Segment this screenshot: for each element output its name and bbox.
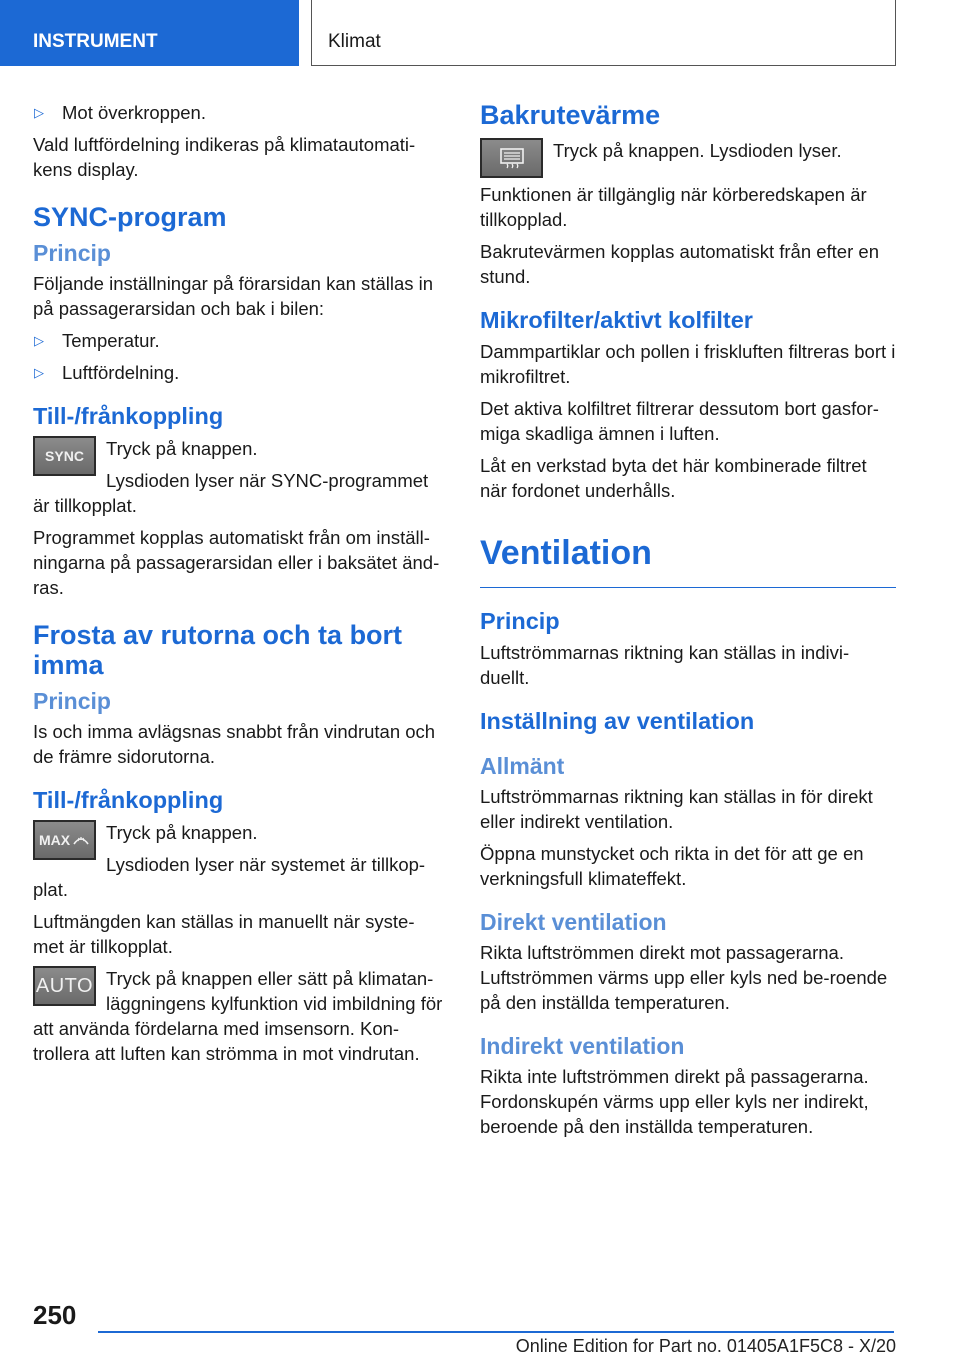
windshield-icon	[72, 832, 90, 848]
rear-heat-title: Bakrutevärme	[480, 100, 661, 130]
rear-heat-auto-text: Bakrutevärmen kopplas automatiskt från efter en stund.	[480, 241, 879, 287]
airflow-text: Luftmängden kan ställas in manuellt när syste‐met är tillkopplat.	[33, 911, 415, 957]
general-text-2: Öppna munstycket och rikta in det för att ge en verkningsfull klimateffekt.	[480, 843, 864, 889]
filter-title: Mikrofilter/aktivt kolfilter	[480, 307, 753, 333]
auto-button-icon: AUTO	[33, 966, 96, 1006]
filter-text-3: Låt en verkstad byta det här kombinerade filtret när fordonet underhålls.	[480, 455, 867, 501]
left-column	[33, 100, 445, 1073]
triangle-bullet-icon: ▷	[34, 365, 44, 380]
filter-text-2: Det aktiva kolfiltret filtrerar dessutom bort gasfor‐miga skadliga ämnen i luften.	[480, 398, 879, 444]
header-chapter: Klimat	[311, 0, 896, 66]
header-section: INSTRUMENT	[0, 0, 299, 66]
vent-principle-text: Luftströmmarnas riktning kan ställas in indivi‐duellt.	[480, 642, 850, 688]
ventilation-title: Ventilation	[480, 533, 896, 588]
rear-heat-press-text: Tryck på knappen. Lysdioden lyser.	[553, 140, 842, 161]
dist-display-text: Vald luftfördelning indikeras på klimatautomati‐kens display.	[33, 134, 416, 180]
auto-button-block	[33, 966, 445, 1073]
indirect-vent-text: Rikta inte luftströmmen direkt på passagerarna. Fordonskupén värms upp eller kyls ner indirekt, beroende på den inställda temperaturen.	[480, 1066, 869, 1137]
sync-press-text: Tryck på knappen.	[106, 438, 258, 459]
rear-defrost-button-icon	[480, 138, 543, 178]
vent-setting-title: Inställning av ventilation	[480, 708, 755, 734]
direct-vent-text: Rikta luftströmmen direkt mot passagerarna. Luftströmmen värms upp eller kyls ned be‐roende på den inställda temperaturen.	[480, 942, 888, 1013]
rear-heat-button-block	[480, 138, 896, 182]
sync-onoff-title: Till-/frånkoppling	[33, 403, 224, 429]
general-title: Allmänt	[480, 753, 565, 779]
defrost-onoff-title: Till-/frånkoppling	[33, 787, 224, 813]
footer-edition: Online Edition for Part no. 01405A1F5C8 - X/20	[515, 1336, 896, 1356]
triangle-bullet-icon: ▷	[34, 333, 44, 348]
indirect-vent-title: Indirekt ventilation	[480, 1033, 685, 1059]
defrost-principle-text: Is och imma avlägsnas snabbt från vindrutan och de främre sidorutorna.	[33, 721, 436, 767]
bullet-air-distribution: ▷ Luftfördelning.	[34, 362, 180, 383]
bullet-temperature: ▷ Temperatur.	[34, 330, 160, 351]
footer-divider	[98, 1331, 894, 1333]
auto-text: Tryck på knappen eller sätt på klimatan‐läggningens kylfunktion vid imbildning för att använda fördelarna med imsensorn. Kon‐trollera att luften kan strömma in mot vindrutan.	[33, 968, 443, 1064]
general-text-1: Luftströmmarnas riktning kan ställas in för direkt eller indirekt ventilation.	[480, 786, 873, 832]
filter-text-1: Dammpartiklar och pollen i friskluften filtreras bort i mikrofiltret.	[480, 341, 896, 387]
rear-heat-avail-text: Funktionen är tillgänglig när körberedskapen är tillkopplad.	[480, 184, 867, 230]
rear-window-heat-icon	[498, 147, 526, 169]
sync-led-text: Lysdioden lyser när SYNC-programmet är tillkopplat.	[33, 470, 429, 516]
sync-auto-off-text: Programmet kopplas automatiskt från om inställ‐ningarna på passagerarsidan eller i baksätet änd‐ras.	[33, 527, 440, 598]
sync-button-block	[33, 436, 445, 525]
page-number: 250	[33, 1300, 77, 1330]
max-press-text: Tryck på knappen.	[106, 822, 258, 843]
bullet-upper-body: ▷ Mot överkroppen.	[34, 102, 206, 123]
max-defrost-button-icon: MAX	[33, 820, 96, 860]
defrost-title: Frosta av rutorna och ta bort imma	[33, 620, 403, 680]
vent-principle-title: Princip	[480, 608, 560, 634]
sync-button-icon: SYNC	[33, 436, 96, 476]
triangle-bullet-icon: ▷	[34, 105, 44, 120]
sync-principle-text: Följande inställningar på förarsidan kan ställas in på passagerarsidan och bak i bilen:	[33, 273, 434, 319]
sync-title: SYNC-program	[33, 202, 227, 232]
defrost-principle-title: Princip	[33, 688, 111, 714]
max-led-text: Lysdioden lyser när systemet är tillkop‐plat.	[33, 854, 426, 900]
right-column	[480, 100, 896, 1146]
max-button-block	[33, 820, 445, 909]
sync-principle-title: Princip	[33, 240, 111, 266]
direct-vent-title: Direkt ventilation	[480, 909, 667, 935]
